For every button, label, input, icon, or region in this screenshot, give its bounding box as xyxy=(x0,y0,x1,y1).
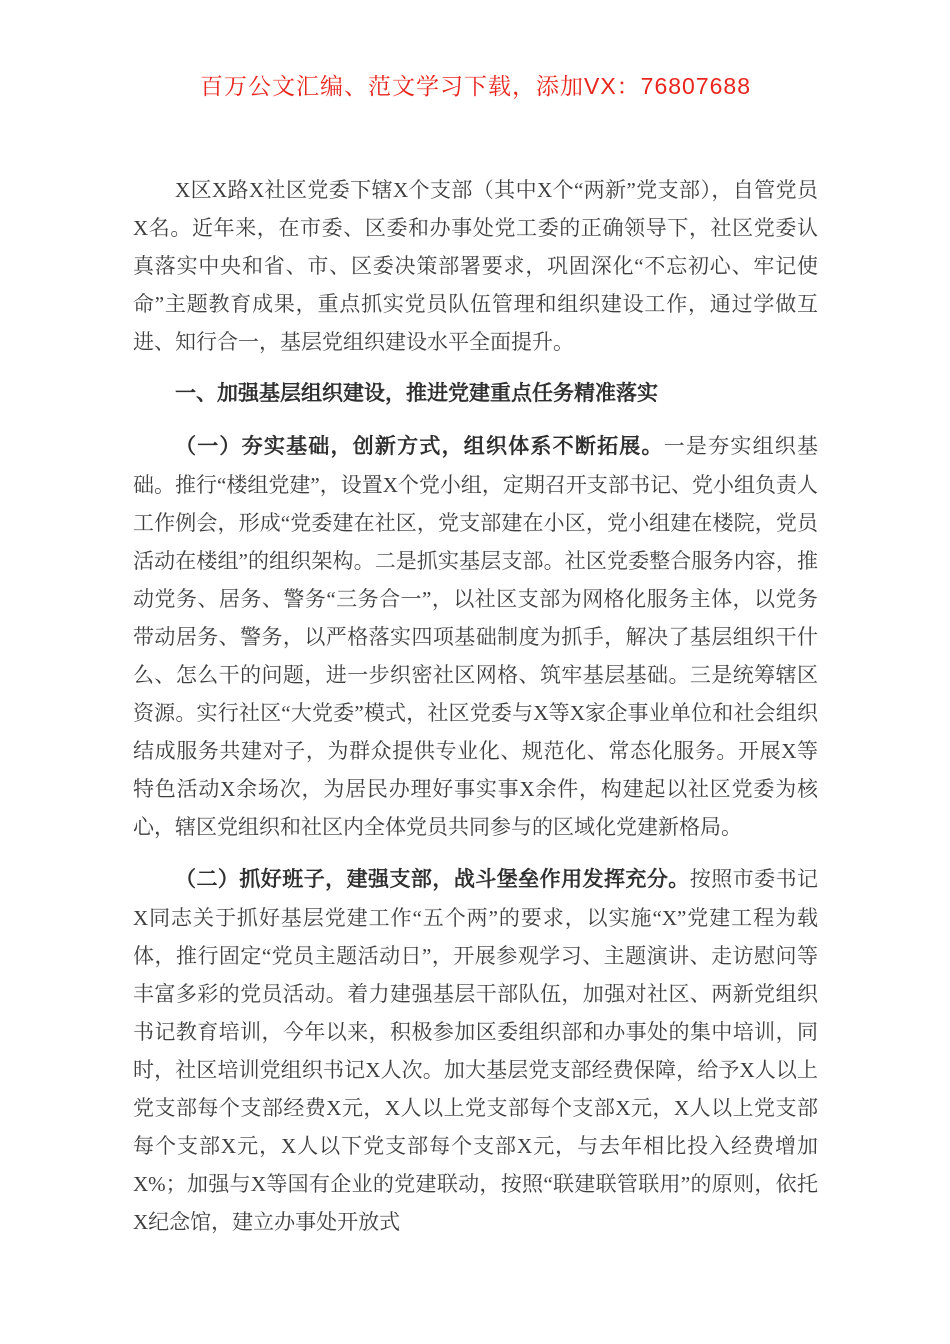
text-run: （一）夯实基础，创新方式，组织体系不断拓展。 xyxy=(175,435,664,458)
text-run: 一是夯实组织基础。推行“楼组党建”，设置X个党小组，定期召开支部书记、党小组负责人工作例会，形成“党委建在社区，党支部建在小区，党小组建在楼院，党员活动在楼组”的组织架构。二是抓实基层支部。社区党委整合服务内容，推动党务、居务、警务“三务合一”，以社区支部为网格化服务主体，以党务带动居务、警务，以严格落实四项基础制度为抓手，解决了基层组织干什么、怎么干的问题，进一步织密社区网格、筑牢基层基础。三是统筹辖区资源。实行社区“大党委”模式，社区党委与X等X家企事业单位和社会组织结成服务共建对子，为群众提供专业化、规范化、常态化服务。开展X等特色活动X余场次，为居民办理好事实事X余件，构建起以社区党委为核心，辖区党组织和社区内全体党员共同参与的区域化党建新格局。 xyxy=(133,434,819,839)
watermark-notice: 百万公文汇编、范文学习下载，添加VX：76807688 xyxy=(199,73,751,99)
text-run: （二）抓好班子，建强支部，战斗堡垒作用发挥充分。 xyxy=(175,868,690,891)
text-run: X区X路X社区党委下辖X个支部（其中X个“两新”党支部），自管党员X名。近年来，在市委、区委和办事处党工委的正确领导下，社区党委认真落实中央和省、市、区委决策部署要求，巩固深化“不忘初心、牢记使命”主题教育成果，重点抓实党员队伍管理和组织建设工作，通过学做互进、知行合一，基层党组织建设水平全面提升。 xyxy=(133,178,818,354)
paragraph xyxy=(133,860,818,1241)
section-heading xyxy=(133,375,818,413)
paragraph xyxy=(133,171,818,361)
text-run: 一、加强基层组织建设，推进党建重点任务精准落实 xyxy=(175,382,658,405)
document-body xyxy=(133,171,818,1241)
text-run: 按照市委书记X同志关于抓好基层党建工作“五个两”的要求，以实施“X”党建工程为载体，推行固定“党员主题活动日”，开展参观学习、主题演讲、走访慰问等丰富多彩的党员活动。着力建强基层干部队伍，加强对社区、两新党组织书记教育培训，今年以来，积极参加区委组织部和办事处的集中培训，同时，社区培训党组织书记X人次。加大基层党支部经费保障，给予X人以上党支部每个支部经费X元，X人以上党支部每个支部X元，X人以上党支部每个支部X元，X人以下党支部每个支部X元，与去年相比投入经费增加X%；加强与X等国有企业的党建联动，按照“联建联管联用”的原则，依托X纪念馆，建立办事处开放式 xyxy=(133,867,819,1234)
paragraph xyxy=(133,427,818,846)
